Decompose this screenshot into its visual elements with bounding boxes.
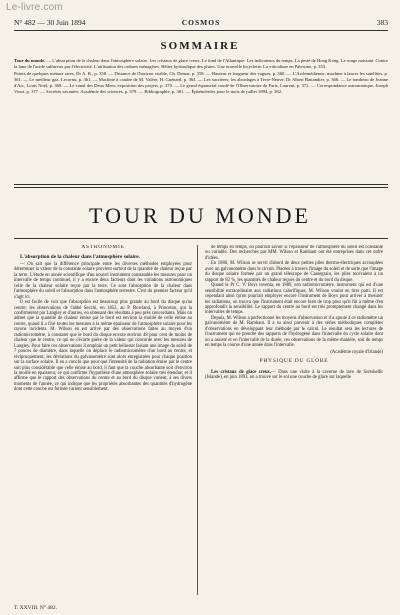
- sommaire-paragraph: [14, 71, 388, 95]
- left-column: [14, 245, 192, 597]
- paragraph: Depuis, M. Wilson a perfectionné les moyens d'observation et il a ajouté à ce radiomètre un galvanomètre de M. Rambaut. Il a su ainsi parvenir à des séries méthodiques complètes d'observations en développant leur méthode par le calcul. Le résultat sera les lectures de l'instrument qui ne prendre des rapports de l'hydrogène dans l'intervalle du cycle solaire dont on a assisté et en l'intervalle de la durée, ces observations de la même manière, soit de temps en temps la course d'une année dans l'intervalle.: [205, 315, 383, 349]
- sommaire-rule-double: [14, 187, 388, 188]
- paragraph: — On sait que la différence principale entre les diverses méthodes employées pour déterminer la valeur de la constante solaire provient surtout de la quantité de chaleur reçue par la terre. L'étude en année scientifique d'un nouvel instrument constatable les mesures pour un intervalle de temps continuel, il y a encore deux facteurs dont les variations astronomiques celle de la chaleur solaire reçue par la terre. Ce sont l'absorption de la chaleur dans l'atmosphère du soleil et l'absorption dans l'atmosphère terrestre. C'est du premier facteur qu'il s'agit ici.: [14, 261, 192, 300]
- article-title: L'absorption de la chaleur dans l'atmosphère solaire.: [20, 254, 140, 261]
- article-lead: Les cristaux de glace creux.: [211, 369, 272, 375]
- paragraph: de temps en temps, on pourrait savoir si l'épaisseur de l'atmosphère du soleil est constante ou variable. Des recherches par MM. Wilson et Rambaut ont été entreprises dans cet ordre d'idées.: [205, 245, 383, 261]
- sommaire-body: Points de quelques métaux rares, Dr A. B., p. 358. — Distance de l'horizon visible, Ch. Demar, p. 358. — Hauteur et longueur des vagues, p. 360. — L'Archimédienne, machine à lancer les satellites, p. 361. — Le meilleur gaz, Lecornu, p. 361. — Machine à coudre de M. Valère, H. Guénard, p. 364. — Les sucrières; les abordages à Terre-Neuve, Dr Albert Battandier, p. 366. — Le tombeau de Jeanne d'Arc, Louis Noël, p. 368. — Le canal des Deux Mers; exposition des projets, p. 370. — Le grand équatorial coudé de l'Observatoire de Paris, Laurent, p. 372. — Correspondance astronomique, Joseph Vinot, p. 377. — Sociétés savantes: Académie des sciences, p. 379. — Bibliographie, p. 381. — Éphémérides pour le mois de juillet 1894, p. 382.: [14, 71, 388, 95]
- paragraph: Il est facile de voir que l'absorption est beaucoup plus grande au bord du disque qu'au centre; les observations de l'abbé Secchi, en 1852, au P. Rowland, à Princeton, qui la confirmèrent par Langley et d'autres, en obtenant des résultats à peu près concordants. Mais on admet que la quantité de chaleur émise par le bord est environ la moitié de celle émise au centre, quand il a fixé toutes les mesures à la même épaisseur de l'atmosphère solaire pour les rayons incidents. M. Wilson en est arrivé par des observations faites au moyen d'un radiomicromètre, à constater que le bord du disque envoie environ 48 pour cent de moins de chaleur que le centre, ce qui ne s'écarte guère de la valeur qui concorde avec les mesures de Langley. Pour faire ces observations il emploie un petit héliostat faisant une image du soleil de 7 pouces de diamètre, dans laquelle on déplace le radiomicromètre d'un bord au centre, et réciproquement; les déviations du galvanomètre sont alors enregistrées pour chaque position sur la surface solaire. Il en a conclu que pour que l'intensité de la radiation émise par le centre soit plus considérable que celle émise au bord, il faut que la couche absorbante soit d'environ la moitié en épaisseur, ce qui confirme l'hypothèse d'une atmosphère solaire très étendue; et il affirme que le rapport des observations du centre et au bord du disque varient, à ses divers moments de l'année, ce qui indique que les propriétés absorbantes des quantités d'hydrogène dont cette couche est formée varient sensiblement.: [14, 300, 192, 393]
- watermark: Le-livre.com: [6, 2, 63, 13]
- issue-date: N° 482 — 30 Juin 1894: [14, 17, 86, 27]
- sommaire-lead: Tour du monde.: [14, 58, 46, 63]
- rubric-physique-du-globe: PHYSIQUE DU GLOBE: [259, 358, 329, 365]
- column-divider: [197, 245, 198, 595]
- source-signature: (Académie royale d'Irlande): [330, 349, 383, 355]
- header-rule: [14, 30, 388, 31]
- sommaire-paragraph: [14, 58, 388, 70]
- sommaire-title: SOMMAIRE: [160, 40, 240, 52]
- running-header: [14, 16, 388, 28]
- paragraph: Quand le Pr C. V. Boys inventa, en 1889, son radiomicromètre, instrument qui est d'une sensibilité extraordinaire aux radiations calorifiques, M. Wilson voulut en tirer parti. Il est cependant ainsi qu'on pourrait employer encore l'instrument de Boys pour arriver à mesurer les radiations, on trouva que l'instrument était encore bien de trop pour qu'il fût à même d'en approfondir la sensibilité. Le rapport du centre au bord est très promptement changé dans les intervalles de temps.: [205, 283, 383, 316]
- journal-name: COSMOS: [181, 17, 221, 27]
- article-text: — Dans une visite à la caverne de lave de Surtshellir (Islande), en juin 1893, on a trouvé sur le sol une couche de glace sur laquelle: [205, 369, 383, 380]
- right-column: [205, 245, 383, 597]
- page-footer: T. XXVIII. N° 482.: [14, 605, 58, 611]
- section-title-rule: [14, 238, 388, 239]
- section-title: TOUR DU MONDE: [89, 203, 311, 228]
- paragraph: En 1886, M. Wilson se servit d'abord de deux petites piles thermo-électriques accouplées avec un galvanomètre dans le circuit. Placées à travers l'image du soleil et de sorte que l'image du disque solaire formée par un grand télescope de Cassegrain, les piles recevaient à un rapport de 82 %, les quantités de chaleur reçues du centre et du bord du disque.: [205, 261, 383, 283]
- sommaire-body: — L'absorption de la chaleur dans l'atmosphère solaire. Les cristaux de glace creux. Le fond de l'Atlantique. Les indicateurs du temps. La peste de Hong Kong. Le rouge naissant. Contre la lune de l'acide sulfureux par l'électricité. L'utilisation des ordures ménagères. Bélier hydraulique des pluies. Une nouvelle bicyclette. La viticulture en Palestine, p. 353.: [14, 58, 388, 70]
- sommaire-text: [14, 58, 388, 180]
- rubric-astronomie: ASTRONOMIE: [81, 245, 125, 250]
- sommaire-rule: [14, 184, 388, 185]
- paragraph: [205, 370, 383, 381]
- page-number: 383: [376, 17, 388, 27]
